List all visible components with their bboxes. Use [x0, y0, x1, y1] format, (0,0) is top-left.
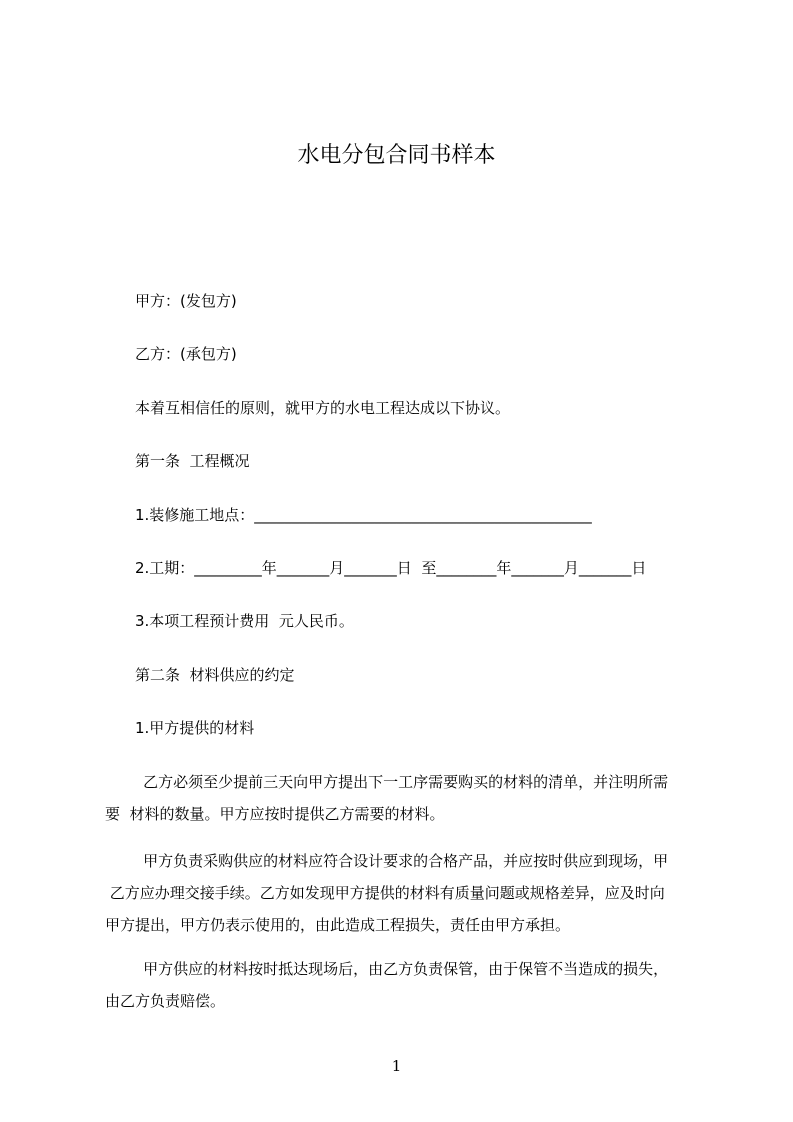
document-title: 水电分包合同书样本 [297, 143, 496, 168]
article-2-paragraph-1 [105, 766, 705, 830]
article-1-item-1: 1.装修施工地点：_____________________________________________ [135, 506, 592, 524]
article-2-paragraph-2 [105, 845, 705, 941]
article-2-paragraph-3 [105, 953, 705, 1017]
paragraph-row: 乙方必须至少提前三天向甲方提出下一工序需要购买的材料的清单，并注明所需 [105, 773, 669, 791]
party-a-line: 甲方：(发包方) [135, 292, 237, 310]
paragraph-row: 甲方提出，甲方仍表示使用的，由此造成工程损失，责任由甲方承担。 [105, 916, 571, 934]
article-2-heading: 第二条 材料供应的约定 [135, 666, 295, 684]
paragraph-row: 由乙方负责赔偿。 [105, 992, 226, 1010]
paragraph-row: 甲方供应的材料按时抵达现场后，由乙方负责保管，由于保管不当造成的损失， [105, 960, 669, 978]
preamble-line: 本着互相信任的原则，就甲方的水电工程达成以下协议。 [135, 399, 511, 417]
article-2-item-1: 1.甲方提供的材料 [135, 719, 255, 737]
paragraph-row: 甲方负责采购供应的材料应符合设计要求的合格产品，并应按时供应到现场，甲 [105, 852, 669, 870]
page-number: 1 [391, 1057, 402, 1075]
party-b-line: 乙方：(承包方) [135, 345, 237, 363]
article-1-heading: 第一条 工程概况 [135, 452, 250, 470]
paragraph-row: 乙方应办理交接手续。乙方如发现甲方提供的材料有质量问题或规格差异，应及时向 [105, 884, 665, 902]
paragraph-row: 要 材料的数量。甲方应按时提供乙方需要的材料。 [105, 805, 445, 823]
article-1-item-2: 2.工期：_________年_______月_______日 至________年_______月_______日 [135, 559, 647, 577]
article-1-item-3: 3.本项工程预计费用 元人民币。 [135, 612, 354, 630]
